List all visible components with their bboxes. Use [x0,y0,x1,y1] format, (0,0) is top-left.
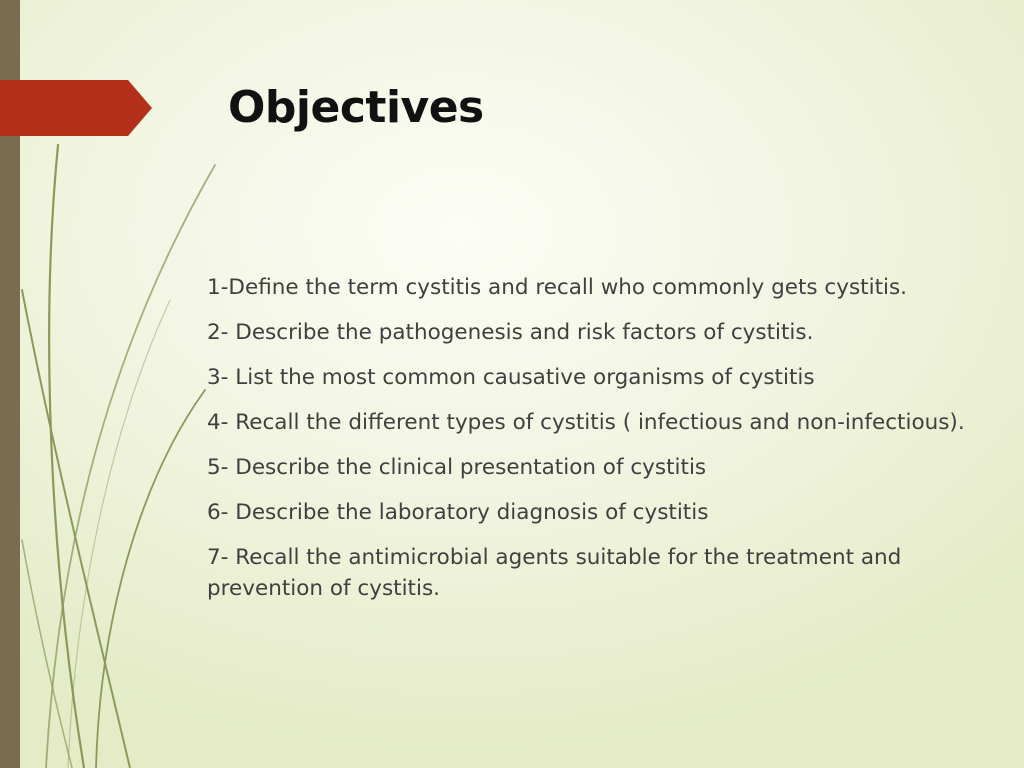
objective-item: 1-Define the term cystitis and recall who commonly gets cystitis. [207,275,908,300]
arrow-banner-icon [0,80,152,136]
objective-item: 2- Describe the pathogenesis and risk factors of cystitis. [207,320,814,345]
objective-item: 6- Describe the laboratory diagnosis of cystitis [207,500,709,525]
objective-item: 3- List the most common causative organisms of cystitis [207,365,815,390]
objective-item: 4- Recall the different types of cystitis ( infectious and non-infectious). [207,410,965,435]
objective-item: 5- Describe the clinical presentation of cystitis [207,455,707,480]
objectives-list [207,272,967,618]
slide-title: Objectives [228,82,484,133]
objective-item: 7- Recall the antimicrobial agents suitable for the treatment and prevention of cystitis. [207,545,902,601]
